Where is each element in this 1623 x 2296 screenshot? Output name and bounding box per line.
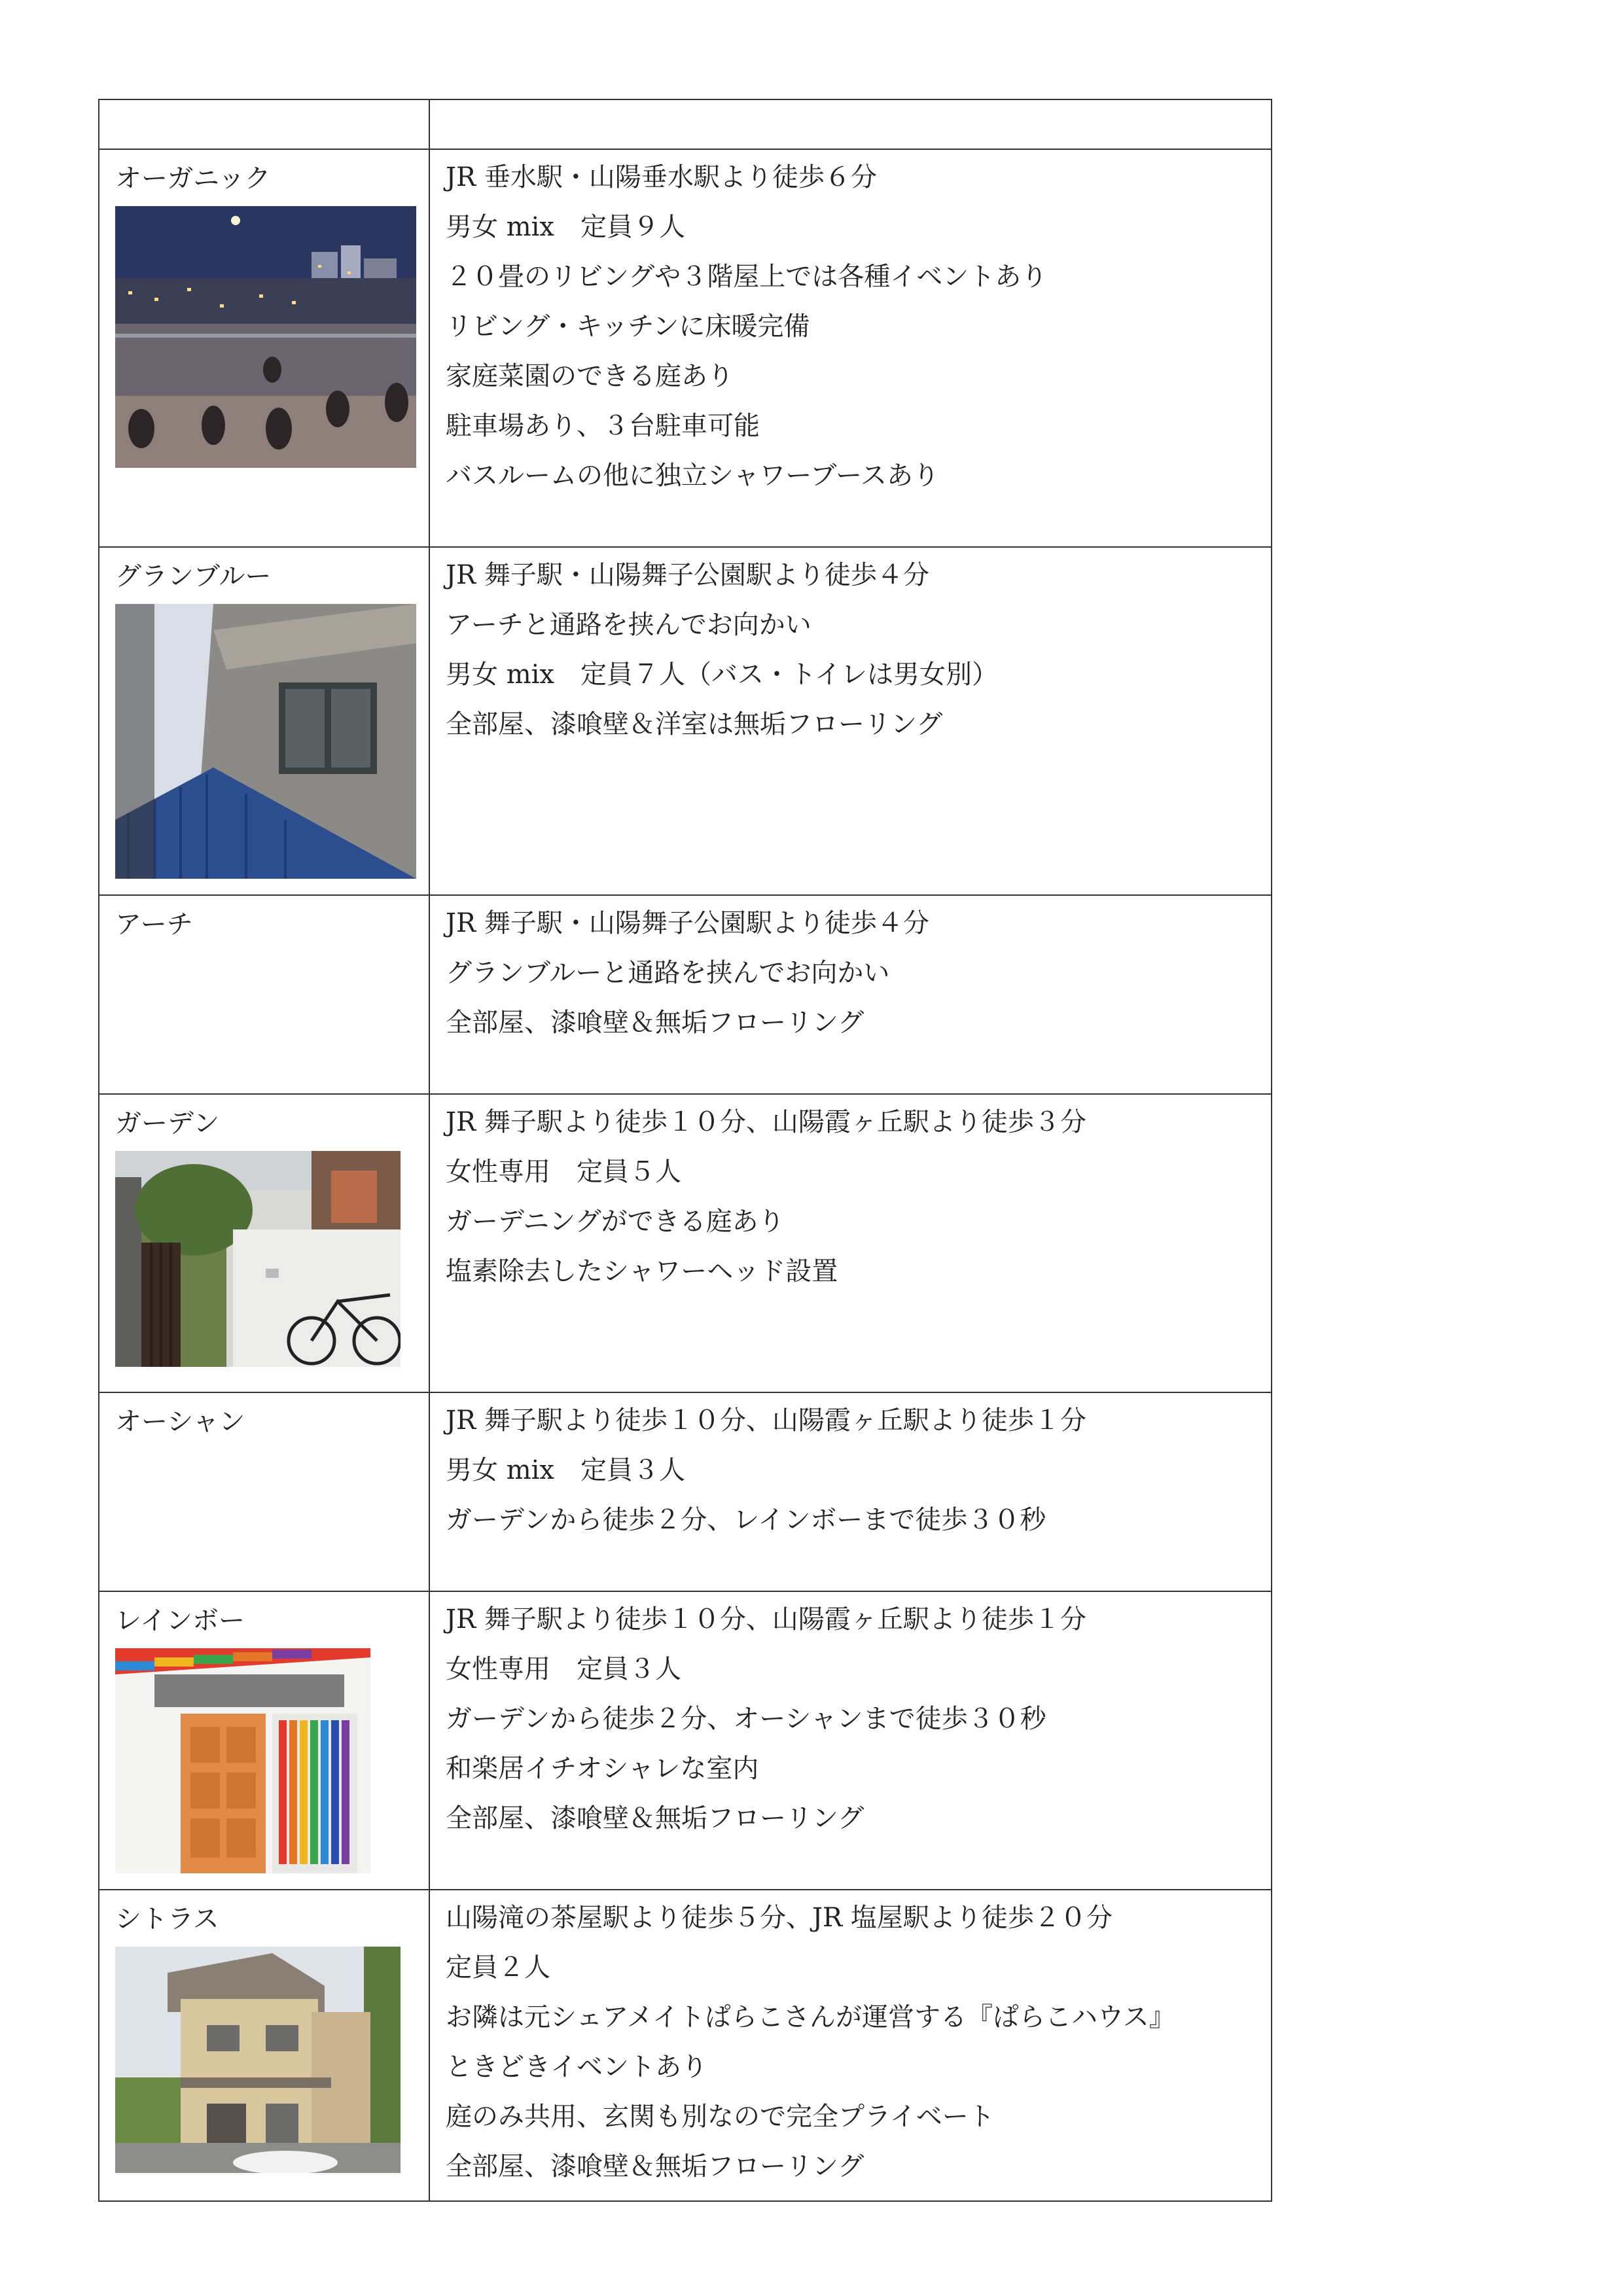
house-name: グランブルー	[115, 561, 272, 592]
house-detail-line: ときどきイベントあり	[446, 2052, 707, 2082]
house-detail-line: 男女 mix 定員３人	[446, 1455, 685, 1485]
house-detail-line: 全部屋、漆喰壁＆洋室は無垢フローリング	[446, 709, 943, 739]
house-detail-line: バスルームの他に独立シャワーブースあり	[446, 461, 939, 491]
house-info-cell	[99, 1094, 429, 1392]
house-row-citrus	[99, 1890, 1272, 2201]
house-detail-line: 全部屋、漆喰壁＆無垢フローリング	[446, 1803, 865, 1833]
house-detail-line: JR 舞子駅・山陽舞子公園駅より徒歩４分	[446, 560, 929, 590]
header-row	[99, 99, 1272, 149]
house-detail-line: ガーデンから徒歩２分、オーシャンまで徒歩３０秒	[446, 1704, 1046, 1734]
house-row-organic	[99, 149, 1272, 547]
building-exterior-photo	[115, 604, 416, 879]
house-info-cell	[99, 547, 429, 895]
house-detail-line: JR 舞子駅より徒歩１０分、山陽霞ヶ丘駅より徒歩３分	[446, 1107, 1086, 1137]
house-detail-line: お隣は元シェアメイトぱらこさんが運営する『ぱらこハウス』	[446, 2002, 1175, 2032]
house-detail-line: JR 舞子駅より徒歩１０分、山陽霞ヶ丘駅より徒歩１分	[446, 1405, 1086, 1436]
house-detail-line: 家庭菜園のできる庭あり	[446, 361, 734, 391]
house-info-cell	[99, 1890, 429, 2201]
house-info-cell	[99, 895, 429, 1094]
house-row-ocean	[99, 1392, 1272, 1591]
house-detail-cell	[429, 895, 1272, 1094]
house-detail-line: 駐車場あり、３台駐車可能	[446, 411, 760, 441]
house-detail-cell	[429, 1094, 1272, 1392]
house-info-cell	[99, 1392, 429, 1591]
house-detail-line: ガーデンから徒歩２分、レインボーまで徒歩３０秒	[446, 1505, 1046, 1535]
rainbow-door-photo	[115, 1648, 370, 1873]
garden-entrance-photo	[115, 1151, 401, 1367]
house-detail-cell	[429, 149, 1272, 547]
house-detail-line: 山陽滝の茶屋駅より徒歩５分、JR 塩屋駅より徒歩２０分	[446, 1903, 1113, 1933]
house-name: オーシャン	[115, 1407, 245, 1437]
house-name: ガーデン	[115, 1108, 220, 1139]
house-detail-cell	[429, 1591, 1272, 1890]
house-detail-line: 男女 mix 定員９人	[446, 212, 685, 242]
share-house-table	[98, 99, 1272, 2202]
house-detail-line: JR 舞子駅・山陽舞子公園駅より徒歩４分	[446, 908, 929, 938]
house-row-grandbleu	[99, 547, 1272, 895]
house-name: アーチ	[115, 910, 193, 940]
house-detail-line: 庭のみ共用、玄関も別なので完全プライベート	[446, 2102, 995, 2132]
house-row-rainbow	[99, 1591, 1272, 1890]
two-story-house-photo	[115, 1947, 401, 2173]
house-detail-cell	[429, 547, 1272, 895]
house-detail-line: 塩素除去したシャワーヘッド設置	[446, 1256, 838, 1286]
header-cell-name	[99, 99, 429, 149]
house-detail-cell	[429, 1890, 1272, 2201]
header-cell-detail	[429, 99, 1272, 149]
house-detail-line: ガーデニングができる庭あり	[446, 1207, 785, 1237]
rooftop-night-photo	[115, 206, 416, 468]
house-detail-line: JR 舞子駅より徒歩１０分、山陽霞ヶ丘駅より徒歩１分	[446, 1604, 1086, 1634]
house-detail-line: ２０畳のリビングや３階屋上では各種イベントあり	[446, 262, 1048, 292]
house-info-cell	[99, 1591, 429, 1890]
house-name: オーガニック	[115, 164, 271, 194]
house-detail-line: 男女 mix 定員７人（バス・トイレは男女別）	[446, 660, 998, 690]
house-name: レインボー	[115, 1606, 245, 1636]
house-detail-line: 定員２人	[446, 1952, 550, 1983]
house-row-arch	[99, 895, 1272, 1094]
house-detail-line: 女性専用 定員３人	[446, 1654, 681, 1684]
house-detail-line: 全部屋、漆喰壁＆無垢フローリング	[446, 1008, 865, 1038]
house-info-cell	[99, 149, 429, 547]
house-detail-line: アーチと通路を挟んでお向かい	[446, 610, 812, 640]
house-detail-line: グランブルーと通路を挟んでお向かい	[446, 958, 890, 988]
house-detail-line: 女性専用 定員５人	[446, 1157, 681, 1187]
house-detail-line: JR 垂水駅・山陽垂水駅より徒歩６分	[446, 162, 877, 192]
house-detail-line: 全部屋、漆喰壁＆無垢フローリング	[446, 2151, 865, 2181]
house-detail-cell	[429, 1392, 1272, 1591]
house-row-garden	[99, 1094, 1272, 1392]
house-detail-line: 和楽居イチオシャレな室内	[446, 1754, 759, 1784]
house-name: シトラス	[115, 1904, 219, 1934]
house-detail-line: リビング・キッチンに床暖完備	[446, 311, 810, 342]
